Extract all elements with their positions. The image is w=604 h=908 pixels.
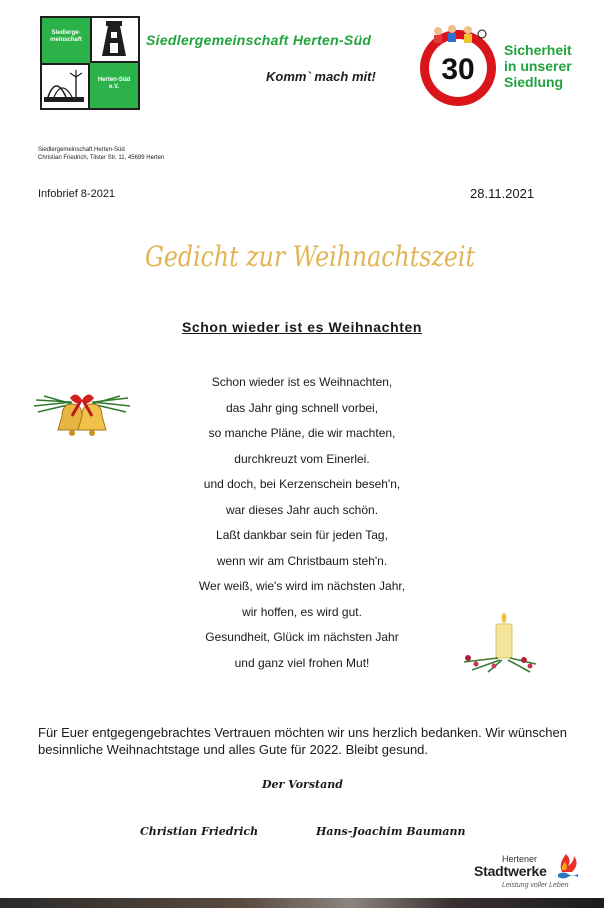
script-heading-text: Gedicht zur Weihnachtszeit <box>145 240 476 273</box>
sign-caption-line: in unserer <box>504 58 572 74</box>
flame-wave-icon <box>556 852 580 880</box>
bottom-edge-bar <box>0 898 604 908</box>
sender-address <box>38 146 164 162</box>
association-logo <box>40 16 140 110</box>
slogan: Komm` mach mit! <box>266 69 376 84</box>
poem-line: wenn wir am Christbaum steh'n. <box>216 553 388 568</box>
logo-text-top: Siedlerge- meinschaft <box>50 30 82 43</box>
logo-quadrant-top-right <box>90 18 138 63</box>
poem-line: Gesundheit, Glück im nächsten Jahr <box>205 630 399 644</box>
poem-line: war dieses Jahr auch schön. <box>225 502 379 517</box>
poem-line: und doch, bei Kerzenschein beseh'n, <box>203 477 401 491</box>
poem-line: so manche Pläne, die wir machten, <box>208 426 396 440</box>
logo-quadrant-bottom-right <box>90 63 138 108</box>
org-name: Siedlergemeinschaft Herten-Süd <box>146 32 372 48</box>
christmas-bells-icon <box>32 386 132 444</box>
sign-caption <box>504 42 572 90</box>
logo-quadrant-bottom-left <box>42 63 90 108</box>
poem-title: Schon wieder ist es Weihnachten <box>181 319 423 335</box>
sender-line: Siedlergemeinschaft Herten-Süd <box>38 147 125 153</box>
stadtwerke-logo <box>470 852 582 896</box>
poem-line: und ganz viel frohen Mut! <box>234 655 370 670</box>
poem-line: wir hoffen, es wird gut. <box>242 604 362 619</box>
speed-number: 30 <box>441 53 475 86</box>
poem-line: Laßt dankbar sein für jeden Tag, <box>216 528 388 542</box>
stadtwerke-line2: Stadtwerke <box>474 863 547 879</box>
stadtwerke-line1: Hertener <box>502 854 538 864</box>
stadtwerke-tagline: Leistung voller Leben <box>502 882 569 889</box>
infobrief-number: Infobrief 8-2021 <box>38 188 116 200</box>
logo-quadrant-top-left <box>42 18 90 63</box>
candle-icon <box>458 612 540 680</box>
signature-name: Christian Friedrich <box>140 825 259 838</box>
letter-date: 28.11.2021 <box>470 186 535 201</box>
logo-text-bottom: Herten-Süd e.V. <box>97 77 131 90</box>
sender-line: Christian Friedrich, Tilster Str. 11, 45699 Herten <box>38 155 165 161</box>
mine-tower-icon <box>92 18 136 59</box>
signature-name: Hans-Joachim Baumann <box>316 825 466 838</box>
thanks-paragraph: Für Euer entgegengebrachtes Vertrauen möchten wir uns herzlich bedanken. Wir wünschen besinnliche Weihnachtstage und alles Gute für 2022. Bleibt gesund. <box>38 725 567 757</box>
poem-line: Schon wieder ist es Weihnachten, <box>211 375 393 389</box>
board-signature-heading: Der Vorstand <box>262 778 343 791</box>
script-heading <box>140 226 480 286</box>
poem-line: Wer weiß, wie's wird im nächsten Jahr, <box>198 579 406 593</box>
poem-line: das Jahr ging schnell vorbei, <box>225 400 379 415</box>
house-windmill-icon <box>42 65 86 106</box>
poem-line: durchkreuzt vom Einerlei. <box>234 451 370 466</box>
sign-caption-line: Sicherheit <box>504 42 572 58</box>
sign-caption-line: Siedlung <box>504 74 564 90</box>
